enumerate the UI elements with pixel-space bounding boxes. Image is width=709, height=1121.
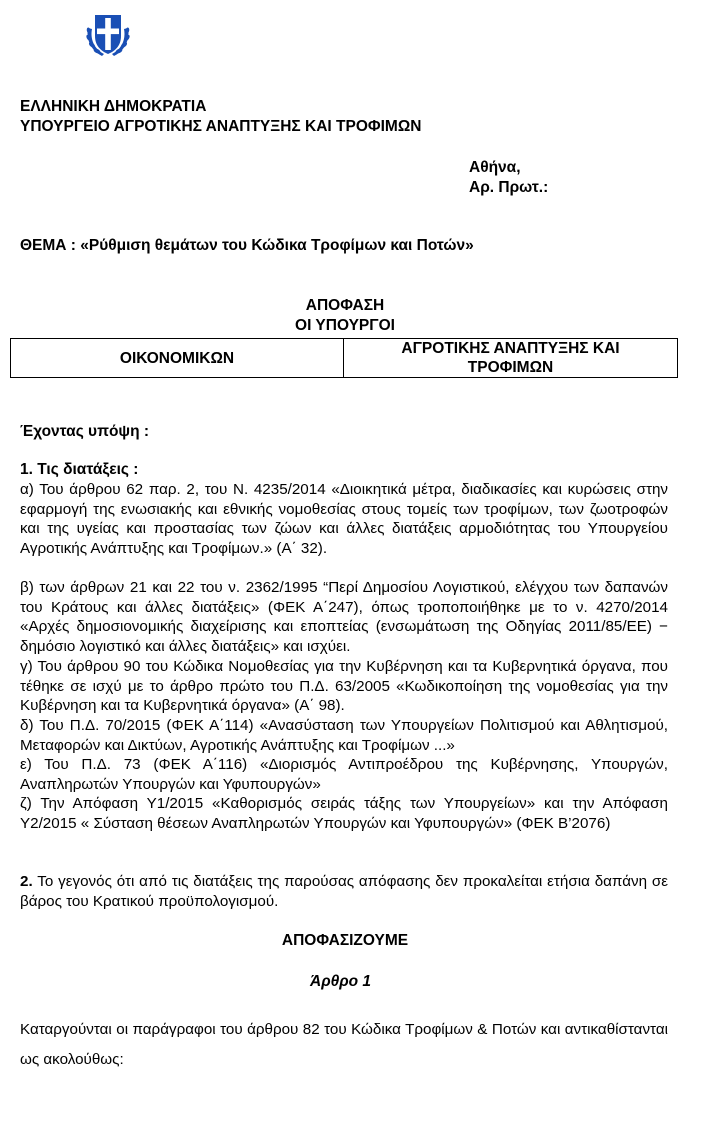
country-name: ΕΛΛΗΝΙΚΗ ΔΗΜΟΚΡΑΤΙΑ [20,98,207,115]
provision-b: β) των άρθρων 21 και 22 του ν. 2362/1995 “Περί Δημοσίου Λογιστικού, ελέγχου των δαπανών του Κράτους και άλλες διατάξεις» (ΦΕΚ Α΄247), όπως τροποποιήθηκε με το ν. 4270/2014 «Αρχές δημοσιονομικής διαχείρισης και εποπτείας (ενσωμάτωση της Οδηγίας 2011/85/ΕΕ) − δημόσιο λογιστικό και άλλες διατάξεις» και ισχύει. [20,579,668,655]
provisions-heading: 1. Τις διατάξεις : [20,461,139,478]
consideration-2 [20,872,668,911]
ministry-agriculture-cell: ΑΓΡΟΤΙΚΗΣ ΑΝΑΠΤΥΞΗΣ ΚΑΙ ΤΡΟΦΙΜΩΝ [401,340,620,376]
ruling-heading: ΑΠΟΦΑΣΙΖΟΥΜΕ [281,932,409,949]
subject-label: ΘΕΜΑ : [20,237,76,254]
ministries-table [10,338,678,378]
ministry-name: ΥΠΟΥΡΓΕΙΟ ΑΓΡΟΤΙΚΗΣ ΑΝΑΠΤΥΞΗΣ ΚΑΙ ΤΡΟΦΙΜΩΝ [20,118,422,135]
article-text: Καταργούνται οι παράγραφοι του άρθρου 82 του Κώδικα Τροφίμων & Ποτών και αντικαθίστανται ως ακολούθως: [20,1021,668,1068]
ministers-heading: ΟΙ ΥΠΟΥΡΓΟΙ [295,317,395,334]
subject-line [20,236,474,256]
considering-heading: Έχοντας υπόψη : [20,423,150,440]
consideration-2-number: 2. [20,873,33,890]
greek-coat-of-arms-icon [80,6,136,62]
provision-f: ζ) Την Απόφαση Υ1/2015 «Καθορισμός σειράς τάξης των Υπουργείων» και την Απόφαση Υ2/2015 « Σύσταση θέσεων Αναπληρωτών Υπουργών και Υφυπουργών» (ΦΕΚ Β’2076) [20,795,668,832]
provision-e: ε) Του Π.Δ. 73 (ΦΕΚ Α΄116) «Διορισμός Αντιπροέδρου της Κυβέρνησης, Υπουργών, Αναπληρωτών Υπουργών και Υφυπουργών» [20,756,668,793]
protocol-label: Αρ. Πρωτ.: [469,179,549,196]
subject-text: «Ρύθμιση θεμάτων του Κώδικα Τροφίμων και Ποτών» [80,237,474,254]
provision-d: δ) Του Π.Δ. 70/2015 (ΦΕΚ Α΄114) «Ανασύσταση των Υπουργείων Πολιτισμού και Αθλητισμού, Μεταφορών και Δικτύων, Αγροτικής Ανάπτυξης και Τροφίμων ...» [20,717,668,754]
consideration-2-text: Το γεγονός ότι από τις διατάξεις της παρούσας απόφασης δεν προκαλείται ετήσια δαπάνη σε βάρος του Κρατικού προϋπολογισμού. [20,873,669,910]
decision-title: ΑΠΟΦΑΣΗ [305,297,385,314]
article-title: Άρθρο 1 [310,973,372,990]
ministry-finance-cell: ΟΙΚΟΝΟΜΙΚΩΝ [11,339,344,377]
provision-c: γ) Του άρθρου 90 του Κώδικα Νομοθεσίας για την Κυβέρνηση και τα Κυβερνητικά όργανα, που τέθηκε σε ισχύ με το άρθρο πρώτο του Π.Δ. 63/2005 «Κωδικοποίηση της νομοθεσίας για την Κυβέρνηση και τα Κυβερνητικά όργανα» (Α΄ 98). [20,658,668,715]
provision-a: α) Του άρθρου 62 παρ. 2, του Ν. 4235/2014 «Διοικητικά μέτρα, διαδικασίες και κυρώσεις στην εφαρμογή της ενωσιακής και εθνικής νομοθεσίας στους τομείς των τροφίμων, των ζωοτροφών και της υγείας και προστασίας των ζώων και άλλες διατάξεις αρμοδιότητας του Υπουργείου Αγροτικής Ανάπτυξης και Τροφίμων.» (Α΄ 32). [20,481,668,557]
place-label: Αθήνα, [469,159,521,176]
